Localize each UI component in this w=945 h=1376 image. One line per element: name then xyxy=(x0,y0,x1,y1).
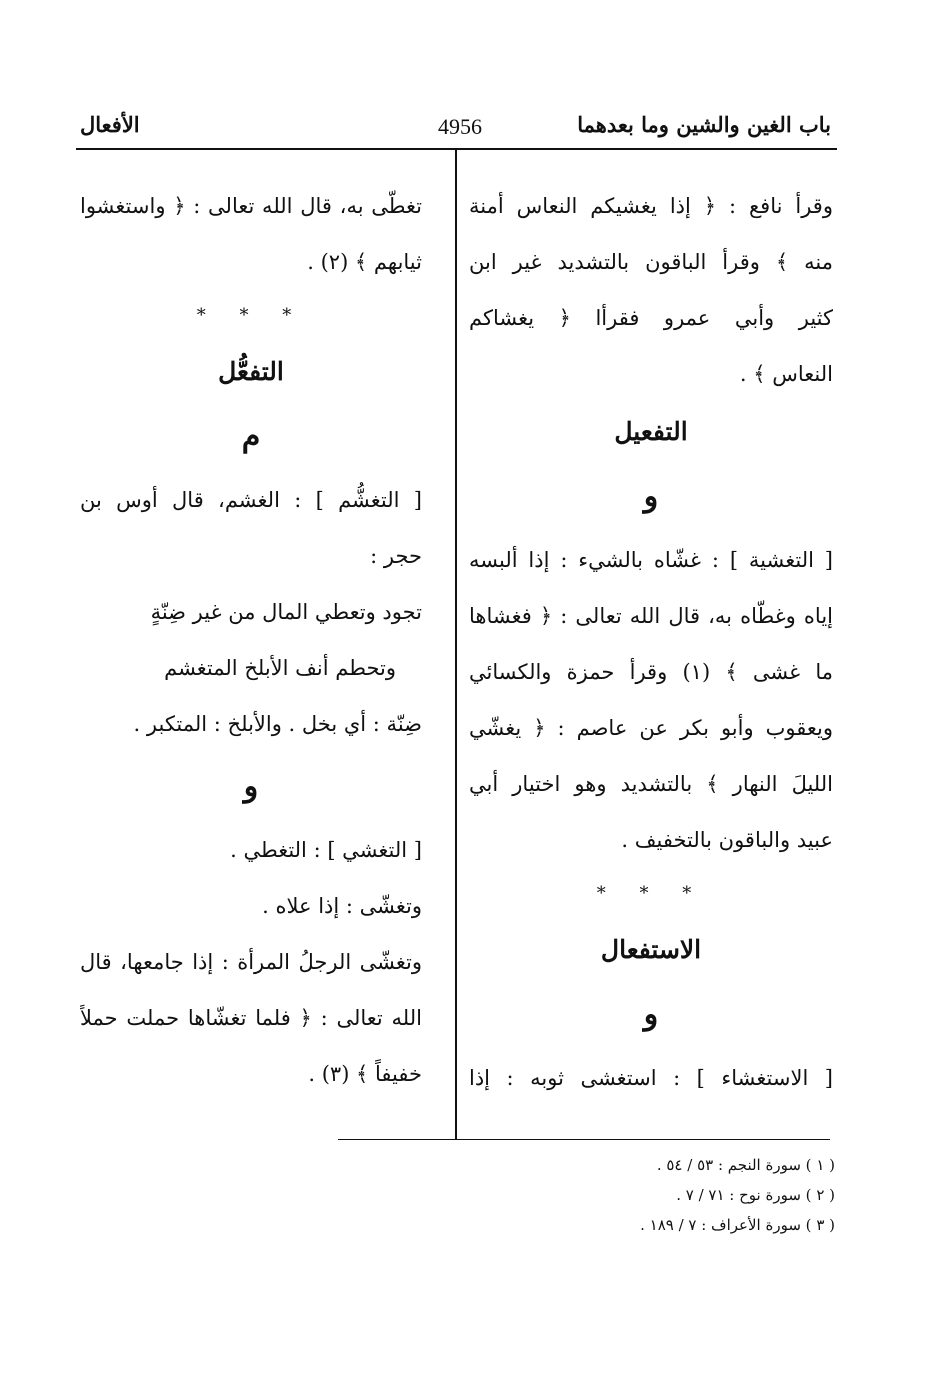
root-letter: و xyxy=(243,769,259,804)
entry-heading: الاستفعال xyxy=(600,935,702,964)
text-line: النعاس ﴾ . xyxy=(739,362,833,386)
footnote-rule xyxy=(338,1139,830,1140)
text-line: وتغشّى الرجلُ المرأة : إذا جامعها، قال xyxy=(80,950,422,974)
text-line: [ التغشية ] : غشّاه بالشيء : إذا ألبسه xyxy=(469,548,833,572)
page-number: 4956 xyxy=(438,114,482,139)
entry-heading: التفعيل xyxy=(614,417,688,446)
section-separator: * * * xyxy=(196,305,306,326)
text-line: إياه وغطّاه به، قال الله تعالى : ﴿ فغشاها xyxy=(469,604,833,628)
left-column xyxy=(80,178,422,1102)
column-divider xyxy=(455,150,457,1140)
text-line: [ التغشُّم ] : الغشم، قال أوس بن xyxy=(80,488,422,512)
footnote: ( ٢ ) سورة نوح : ٧١ / ٧ . xyxy=(676,1186,835,1204)
footnotes xyxy=(640,1150,835,1240)
section-title: الأفعال xyxy=(80,112,140,137)
text-line: كثير وأبي عمرو فقرأا ﴿ يغشاكم xyxy=(469,306,833,330)
text-line: خفيفاً ﴾ (٣) . xyxy=(308,1062,422,1086)
poem-verse: وتحطم أنف الأبلخ المتغشم xyxy=(164,656,396,680)
text-line: الله تعالى : ﴿ فلما تغشّاها حملت حملاً xyxy=(80,1006,422,1030)
text-line: وتغشّى : إذا علاه . xyxy=(262,894,422,918)
text-line: ضِنّة : أي بخل . والأبلخ : المتكبر . xyxy=(133,712,422,736)
section-separator: * * * xyxy=(596,883,706,904)
root-letter: و xyxy=(643,479,659,514)
root-letter: م xyxy=(241,419,261,454)
entry-heading: التفعُّل xyxy=(218,357,284,386)
text-line: حجر : xyxy=(370,544,422,568)
right-column xyxy=(469,178,833,1106)
text-line: ما غشى ﴾ (١) وقرأ حمزة والكسائي xyxy=(469,660,833,684)
text-line: ثيابهم ﴾ (٢) . xyxy=(307,250,422,274)
text-line: [ التغشي ] : التغطي . xyxy=(230,838,422,862)
text-line: ويعقوب وأبو بكر عن عاصم : ﴿ يغشّي xyxy=(469,716,833,740)
footnote: ( ٣ ) سورة الأعراف : ٧ / ١٨٩ . xyxy=(640,1216,835,1234)
text-line: تغطّى به، قال الله تعالى : ﴿ واستغشوا xyxy=(80,194,422,218)
poem-verse: تجود وتعطي المال من غير ضِنّةٍ xyxy=(150,600,422,624)
text-line: منه ﴾ وقرأ الباقون بالتشديد غير ابن xyxy=(469,250,833,274)
footnote: ( ١ ) سورة النجم : ٥٣ / ٥٤ . xyxy=(656,1156,835,1174)
text-line: [ الاستغشاء ] : استغشى ثوبه : إذا xyxy=(469,1066,833,1090)
text-line: الليلَ النهار ﴾ بالتشديد وهو اختيار أبي xyxy=(469,772,833,796)
root-letter: و xyxy=(643,997,659,1032)
text-line: وقرأ نافع : ﴿ إذا يغشيكم النعاس أمنة xyxy=(469,194,833,218)
chapter-title: باب الغين والشين وما بعدهما xyxy=(577,112,831,137)
text-line: عبيد والباقون بالتخفيف . xyxy=(621,828,833,852)
